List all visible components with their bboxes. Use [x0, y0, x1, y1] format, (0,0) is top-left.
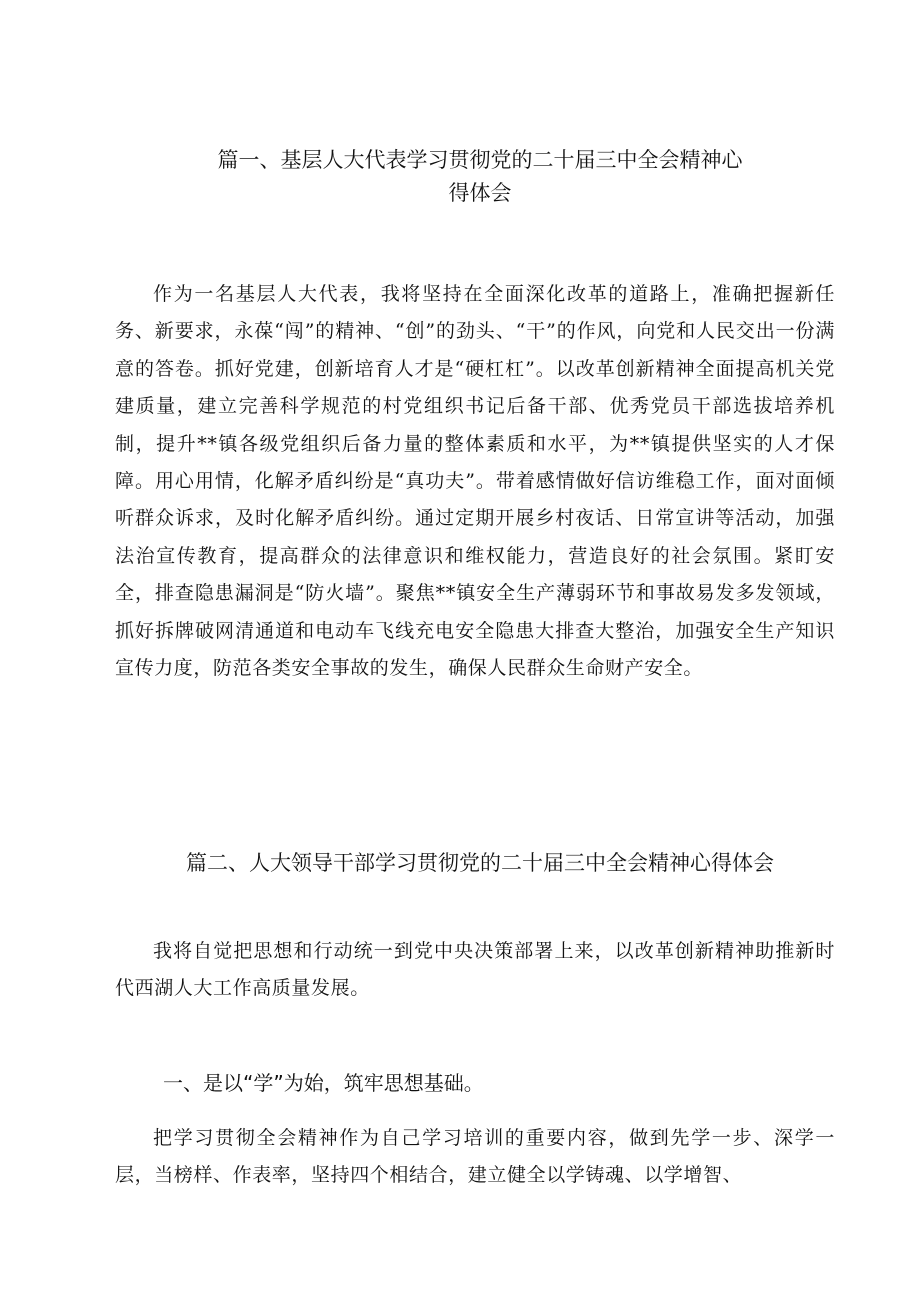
section-2-title: 篇二、人大领导干部学习贯彻党的二十届三中全会精神心得体会 — [186, 851, 774, 875]
section-1-title-line-2: 得体会 — [448, 181, 512, 205]
section-1-title — [100, 145, 860, 209]
section-2-subheading: 一、是以“学”为始，筑牢思想基础。 — [163, 1071, 484, 1095]
section-1-title-line-1: 篇一、基层人大代表学习贯彻党的二十届三中全会精神心 — [217, 148, 743, 172]
section-2-sub-paragraph: 把学习贯彻全会精神作为自己学习培训的重要内容，做到先学一步、深学一层，当榜样、作表率，坚持四个相结合，建立健全以学铸魂、以学增智、 — [115, 1127, 835, 1187]
section-2-paragraph: 我将自觉把思想和行动统一到党中央决策部署上来，以改革创新精神助推新时代西湖人大工作高质量发展。 — [115, 940, 835, 1000]
section-1-paragraph: 作为一名基层人大代表，我将坚持在全面深化改革的道路上，准确把握新任务、新要求，永葆“闯”的精神、“创”的劲头、“干”的作风，向党和人民交出一份满意的答卷。抓好党建，创新培育人才是“硬杠杠”。以改革创新精神全面提高机关党建质量，建立完善科学规范的村党组织书记后备干部、优秀党员干部选拔培养机制，提升**镇各级党组织后备力量的整体素质和水平，为**镇提供坚实的人才保障。用心用情，化解矛盾纠纷是“真功夫”。带着感情做好信访维稳工作，面对面倾听群众诉求，及时化解矛盾纠纷。通过定期开展乡村夜话、日常宣讲等活动，加强法治宣传教育，提高群众的法律意识和维权能力，营造良好的社会氛围。紧盯安全，排查隐患漏洞是“防火墙”。聚焦**镇安全生产薄弱环节和事故易发多发领域，抓好拆牌破网清通道和电动车飞线充电安全隐患大排查大整治，加强安全生产知识宣传力度，防范各类安全事故的发生，确保人民群众生命财产安全。 — [115, 283, 835, 680]
